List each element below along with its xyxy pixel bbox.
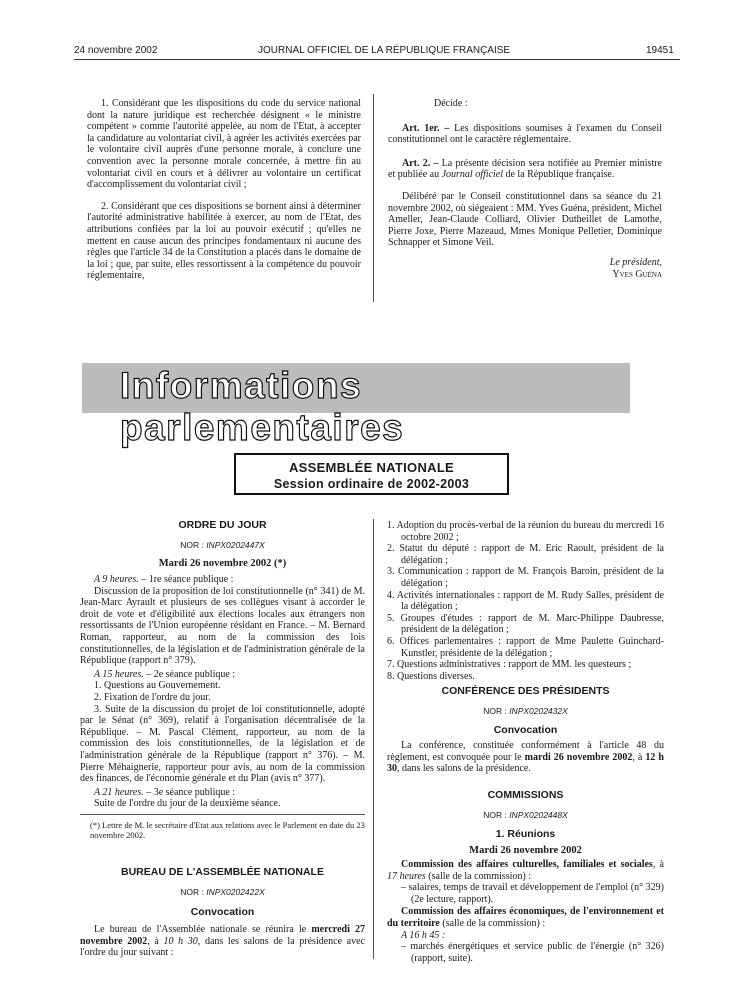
seance-3-text: Suite de l'ordre du jour de la deuxième séance. bbox=[94, 798, 281, 810]
column-divider-lower bbox=[373, 519, 374, 959]
ordre-nor-label: NOR : bbox=[180, 540, 207, 550]
article-2 bbox=[388, 158, 662, 181]
conference-nor-code: INPX0202432X bbox=[509, 706, 568, 716]
ordre-nor bbox=[80, 540, 365, 550]
assembly-name: ASSEMBLÉE NATIONALE bbox=[288, 460, 455, 475]
decision-dispositif bbox=[388, 98, 662, 280]
commission-2-room: (salle de la commission) : bbox=[439, 917, 546, 929]
reunions-date: Mardi 26 novembre 2002 bbox=[469, 845, 582, 856]
seance-2-item-2: 2. Fixation de l'ordre du jour. bbox=[94, 691, 211, 703]
commission-1-time: 17 heures bbox=[387, 870, 426, 882]
conference-text-start: La conférence, constituée conformément à l'article 48 du règlement, est convoquée pour le bbox=[387, 740, 664, 763]
agenda-item-4: 4. Activités internationales : rapport de M. Rudy Salles, président de la délégation ; bbox=[387, 589, 664, 613]
commission-2-time bbox=[387, 930, 664, 942]
commission-2-item: – marchés énergétiques et service public de l'énergie (n° 326) (rapport, suite). bbox=[401, 941, 664, 964]
signature-title: Le président, bbox=[609, 256, 662, 268]
footnote-rule bbox=[80, 814, 365, 815]
agenda-item-7: 7. Questions administratives : rapport de MM. les questeurs ; bbox=[387, 659, 632, 671]
seance-2-time: A 15 heures. bbox=[94, 668, 144, 680]
bureau-text bbox=[80, 924, 365, 959]
conference-date: mardi 26 novembre 2002 bbox=[524, 751, 633, 763]
commission-2 bbox=[387, 906, 664, 929]
bureau-heading: BUREAU DE L'ASSEMBLÉE NATIONALE bbox=[121, 866, 324, 878]
article-2-text: La présente décision sera notifiée au Premier ministre et publiée au bbox=[388, 157, 662, 181]
header-title: JOURNAL OFFICIEL DE LA RÉPUBLIQUE FRANÇAISE bbox=[258, 45, 511, 56]
ordre-date: Mardi 26 novembre 2002 (*) bbox=[158, 558, 287, 569]
header-page-number: 19451 bbox=[646, 45, 674, 56]
seance-2-item-1: 1. Questions au Gouvernement. bbox=[94, 680, 221, 692]
agenda-item-8: 8. Questions diverses. bbox=[387, 670, 475, 682]
bureau-text-start: Le bureau de l'Assemblée nationale se réunira le bbox=[94, 924, 312, 935]
bureau-nor bbox=[80, 887, 365, 897]
assembly-title-box bbox=[234, 453, 509, 495]
banner-title: Informations parlementaires bbox=[120, 365, 405, 448]
footnote-text: (*) Lettre de M. le secrétaire d'Etat aux relations avec le Parlement en date du 23 novembre 2002. bbox=[90, 820, 365, 840]
conference-nor bbox=[387, 706, 664, 716]
seance-1-text: Discussion de la proposition de loi constitutionnelle (n° 341) de M. Jean-Marc Ayrault et plusieurs de ses collègues visant à accorder le droit de vote et d'éligibilité aux élections locales aux étrangers non ressortissants de l'Union européenne résidant en France. – M. Bernard Roman, rapporteur, au nom de la commission des lois constitutionnelles, de la législation et de l'administration générale de la République (rapport n° 379). bbox=[80, 585, 365, 667]
article-2-label: Art. 2. – bbox=[402, 157, 439, 169]
commission-1-item: – salaires, temps de travail et développement de l'emploi (n° 329) (2e lecture, rapport). bbox=[401, 882, 664, 905]
commission-1 bbox=[387, 859, 664, 882]
decide-label: Décide : bbox=[434, 98, 468, 109]
agenda-item-2: 2. Statut du député : rapport de M. Eric Raoult, président de la délégation ; bbox=[387, 543, 664, 566]
article-2-journal: Journal officiel bbox=[441, 169, 503, 181]
seance-3-label bbox=[80, 787, 365, 799]
footnote-block bbox=[80, 820, 365, 840]
header-date: 24 novembre 2002 bbox=[74, 45, 158, 56]
conference-text bbox=[387, 740, 664, 775]
article-1 bbox=[388, 123, 662, 146]
seance-1-time: A 9 heures. bbox=[94, 574, 139, 585]
conference-time: 12 h 30 bbox=[387, 751, 664, 775]
article-1-label: Art. 1er. – bbox=[402, 122, 450, 134]
seance-2-label bbox=[80, 669, 365, 681]
seance-3-title: – 3e séance publique : bbox=[143, 786, 236, 798]
seance-1-label bbox=[80, 574, 365, 586]
bureau-nor-label: NOR : bbox=[180, 887, 207, 897]
ordre-heading: ORDRE DU JOUR bbox=[178, 519, 267, 531]
bureau-text-end: , dans les salons de la présidence avec l'ordre du jour suivant : bbox=[80, 935, 365, 959]
conference-text-end: , dans les salons de la présidence. bbox=[397, 763, 531, 775]
article-1-text: Les dispositions soumises à l'examen du Conseil constitutionnel ont le caractère réglementaire. bbox=[388, 122, 662, 146]
conference-nor-label: NOR : bbox=[483, 706, 510, 716]
bureau-nor-code: INPX0202422X bbox=[206, 887, 265, 897]
commissions-nor-label: NOR : bbox=[483, 810, 510, 820]
column-divider bbox=[373, 94, 374, 302]
commissions-nor bbox=[387, 810, 664, 820]
bureau-convocation: Convocation bbox=[190, 906, 255, 918]
conference-heading: CONFÉRENCE DES PRÉSIDENTS bbox=[441, 685, 610, 697]
commissions-section bbox=[387, 789, 664, 964]
bureau-section bbox=[80, 866, 365, 959]
seance-2-title: – 2e séance publique : bbox=[143, 668, 236, 680]
commission-2-time-label: A 16 h 45 : bbox=[401, 929, 446, 941]
conference-convocation: Convocation bbox=[493, 724, 558, 736]
article-2-end: de la République française. bbox=[502, 169, 615, 181]
deliberation-text: Délibéré par le Conseil constitutionnel dans sa séance du 21 novembre 2002, où siégeaient : MM. Yves Guéna, président, Michel Ameller, Jean-Claude Colliard, Olivier Dutheillet de Lamothe, Pierre Joxe, Pierre Mazeaud, Mmes Monique Pelletier, Dominique Schnapper et Simone Veil. bbox=[388, 190, 662, 249]
ordre-nor-code: INPX0202447X bbox=[206, 540, 265, 550]
bureau-date: mercredi 27 novembre 2002 bbox=[80, 924, 365, 947]
commission-2-name: Commission des affaires économiques, de l'environnement et du territoire bbox=[387, 906, 664, 929]
section-banner bbox=[82, 363, 630, 448]
considerant-1: 1. Considérant que les dispositions du code du service national dont la nature juridique est recherchée désignent « le ministre compétent » comme l'autorité appelée, au nom de l'Etat, à accepter la candidature au volontariat civil, à agréer les activités exercées par le volontaire civil auprès d'une personne morale, à conclure une convention avec la personne morale concernée, à mettre fin au volontariat civil en cours et à délivrer au volontaire un certificat d'accomplissement du volontariat civil ; bbox=[87, 98, 361, 191]
conference-text-sep: , à bbox=[632, 751, 646, 763]
commission-1-sep: , à bbox=[652, 859, 664, 870]
agenda-item-3: 3. Communication : rapport de M. François Baroin, président de la délégation ; bbox=[387, 566, 664, 589]
bureau-time: 10 h 30 bbox=[163, 935, 198, 947]
agenda-item-6: 6. Offices parlementaires : rapport de Mme Paulette Guinchard-Kunstler, présidente de la délégation ; bbox=[387, 635, 664, 659]
seance-3-time: A 21 heures. bbox=[94, 786, 144, 798]
session-name: Session ordinaire de 2002-2003 bbox=[273, 477, 470, 491]
conference-section bbox=[387, 685, 664, 775]
bureau-agenda bbox=[387, 520, 664, 682]
signature-name: Yves Guéna bbox=[612, 268, 662, 280]
seance-2-item-3: 3. Suite de la discussion du projet de loi constitutionnelle, adopté par le Sénat (n° 369), relatif à l'organisation décentralisée de la République. – M. Pascal Clément, rapporteur, au nom de la commission des lois constitutionnelles, de la législation et de l'administration générale de la République (rapport n° 376). – M. Pierre Méhaignerie, rapporteur pour avis, au nom de la commission des finances, de l'économie générale et du Plan (avis n° 377). bbox=[80, 703, 365, 785]
seance-1-title: – 1re séance publique : bbox=[138, 574, 234, 585]
commissions-nor-code: INPX0202448X bbox=[509, 810, 568, 820]
bureau-text-sep: , à bbox=[147, 935, 164, 947]
reunions-heading: 1. Réunions bbox=[495, 828, 556, 840]
commission-1-room: (salle de la commission) : bbox=[425, 870, 532, 882]
agenda-item-1: 1. Adoption du procès-verbal de la réunion du bureau du mercredi 16 octobre 2002 ; bbox=[387, 520, 664, 543]
considerant-2: 2. Considérant que ces dispositions se bornent ainsi à déterminer l'autorité administrative habilitée à exercer, au nom de l'Etat, des attributions confiées par la loi au pouvoir exécutif ; qu'elles ne mettent en cause aucun des principes fondamentaux ni aucune des règles que l'article 34 de la Constitution a placés dans le domaine de la loi ; que, par suite, elles ressortissent à la compétence du pouvoir réglementaire, bbox=[87, 200, 361, 282]
agenda-item-5: 5. Groupes d'études : rapport de M. Marc-Philippe Daubresse, président de la délégation ; bbox=[387, 612, 664, 636]
ordre-du-jour-section bbox=[80, 519, 365, 810]
commissions-heading: COMMISSIONS bbox=[487, 789, 564, 801]
commission-1-name: Commission des affaires culturelles, familiales et sociales bbox=[401, 859, 653, 870]
header-rule bbox=[74, 59, 680, 60]
decision-considerants bbox=[87, 98, 361, 282]
